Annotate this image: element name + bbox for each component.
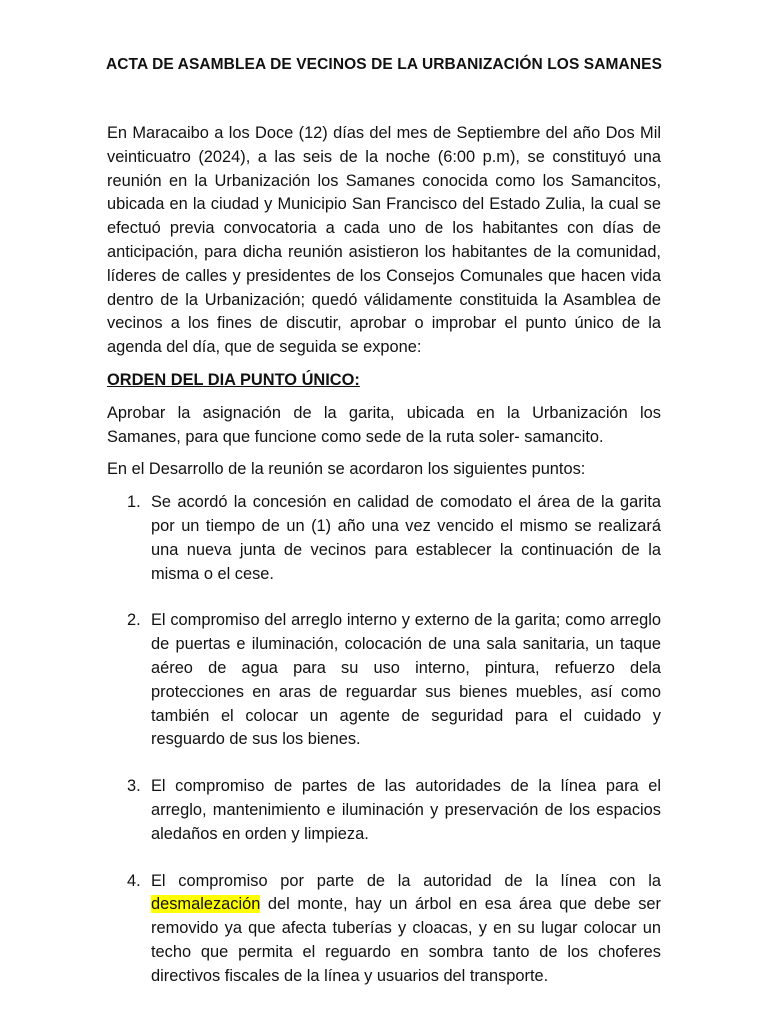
list-item xyxy=(107,491,661,586)
agenda-paragraph: Aprobar la asignación de la garita, ubicada en la Urbanización los Samanes, para que funcione como sede de la ruta soler- samancito. xyxy=(107,403,661,446)
document-title: ACTA DE ASAMBLEA DE VECINOS DE LA URBANIZACIÓN LOS SAMANES xyxy=(105,56,663,73)
development-paragraph: En el Desarrollo de la reunión se acordaron los siguientes puntos: xyxy=(107,460,586,479)
list-item-text: El compromiso de partes de las autoridades de la línea para el arreglo, mantenimiento e iluminación y preservación de los espacios aledaños en orden y limpieza. xyxy=(151,777,661,843)
list-item-number: 1. xyxy=(127,493,141,512)
list-item-text: Se acordó la concesión en calidad de comodato el área de la garita por un tiempo de un (1) año una vez vencido el mismo se realizará una nueva junta de vecinos para establecer la continuación de la misma o el cese. xyxy=(151,493,661,583)
list-item-text: El compromiso del arreglo interno y externo de la garita; como arreglo de puertas e iluminación, colocación de una sala sanitaria, un taque aéreo de agua para su uso interno, pintura, refuerzo dela protecciones en aras de reguardar sus bienes muebles, así como también el colocar un agente de seguridad para el cuidado y resguardo de sus los bienes. xyxy=(151,611,661,749)
agenda-heading: ORDEN DEL DIA PUNTO ÚNICO: xyxy=(107,370,360,389)
list-item xyxy=(107,870,661,989)
list-item-number: 2. xyxy=(127,611,141,630)
list-item xyxy=(107,775,661,846)
text-segment: El compromiso por parte de la autoridad de la línea con la xyxy=(151,871,661,890)
agreements-list xyxy=(107,491,661,988)
highlighted-word: desmalezación xyxy=(151,895,261,914)
list-item-text xyxy=(151,870,661,989)
list-item-number: 3. xyxy=(127,777,141,796)
list-item-number: 4. xyxy=(127,871,141,890)
document-body xyxy=(107,122,661,1012)
intro-paragraph: En Maracaibo a los Doce (12) días del mes de Septiembre del año Dos Mil veinticuatro (2024), a las seis de la noche (6:00 p.m), se constituyó una reunión en la Urbanización los Samanes conocida como los Samancitos, ubicada en la ciudad y Municipio San Francisco del Estado Zulia, la cual se efectuó previa convocatoria a cada uno de los habitantes con días de anticipación, para dicha reunión asistieron los habitantes de la comunidad, líderes de calles y presidentes de los Consejos Comunales que hacen vida dentro de la Urbanización; quedó válidamente constituida la Asamblea de vecinos a los fines de discutir, aprobar o improbar el punto único de la agenda del día, que de seguida se expone: xyxy=(107,124,661,357)
text-segment: del monte, hay un árbol en esa área que debe ser removido ya que afecta tuberías y cloacas, y en su lugar colocar un techo que permita el reguardo en sombra tanto de los choferes directivos fiscales de la línea y usuarios del transporte. xyxy=(151,895,661,985)
list-item xyxy=(107,609,661,752)
